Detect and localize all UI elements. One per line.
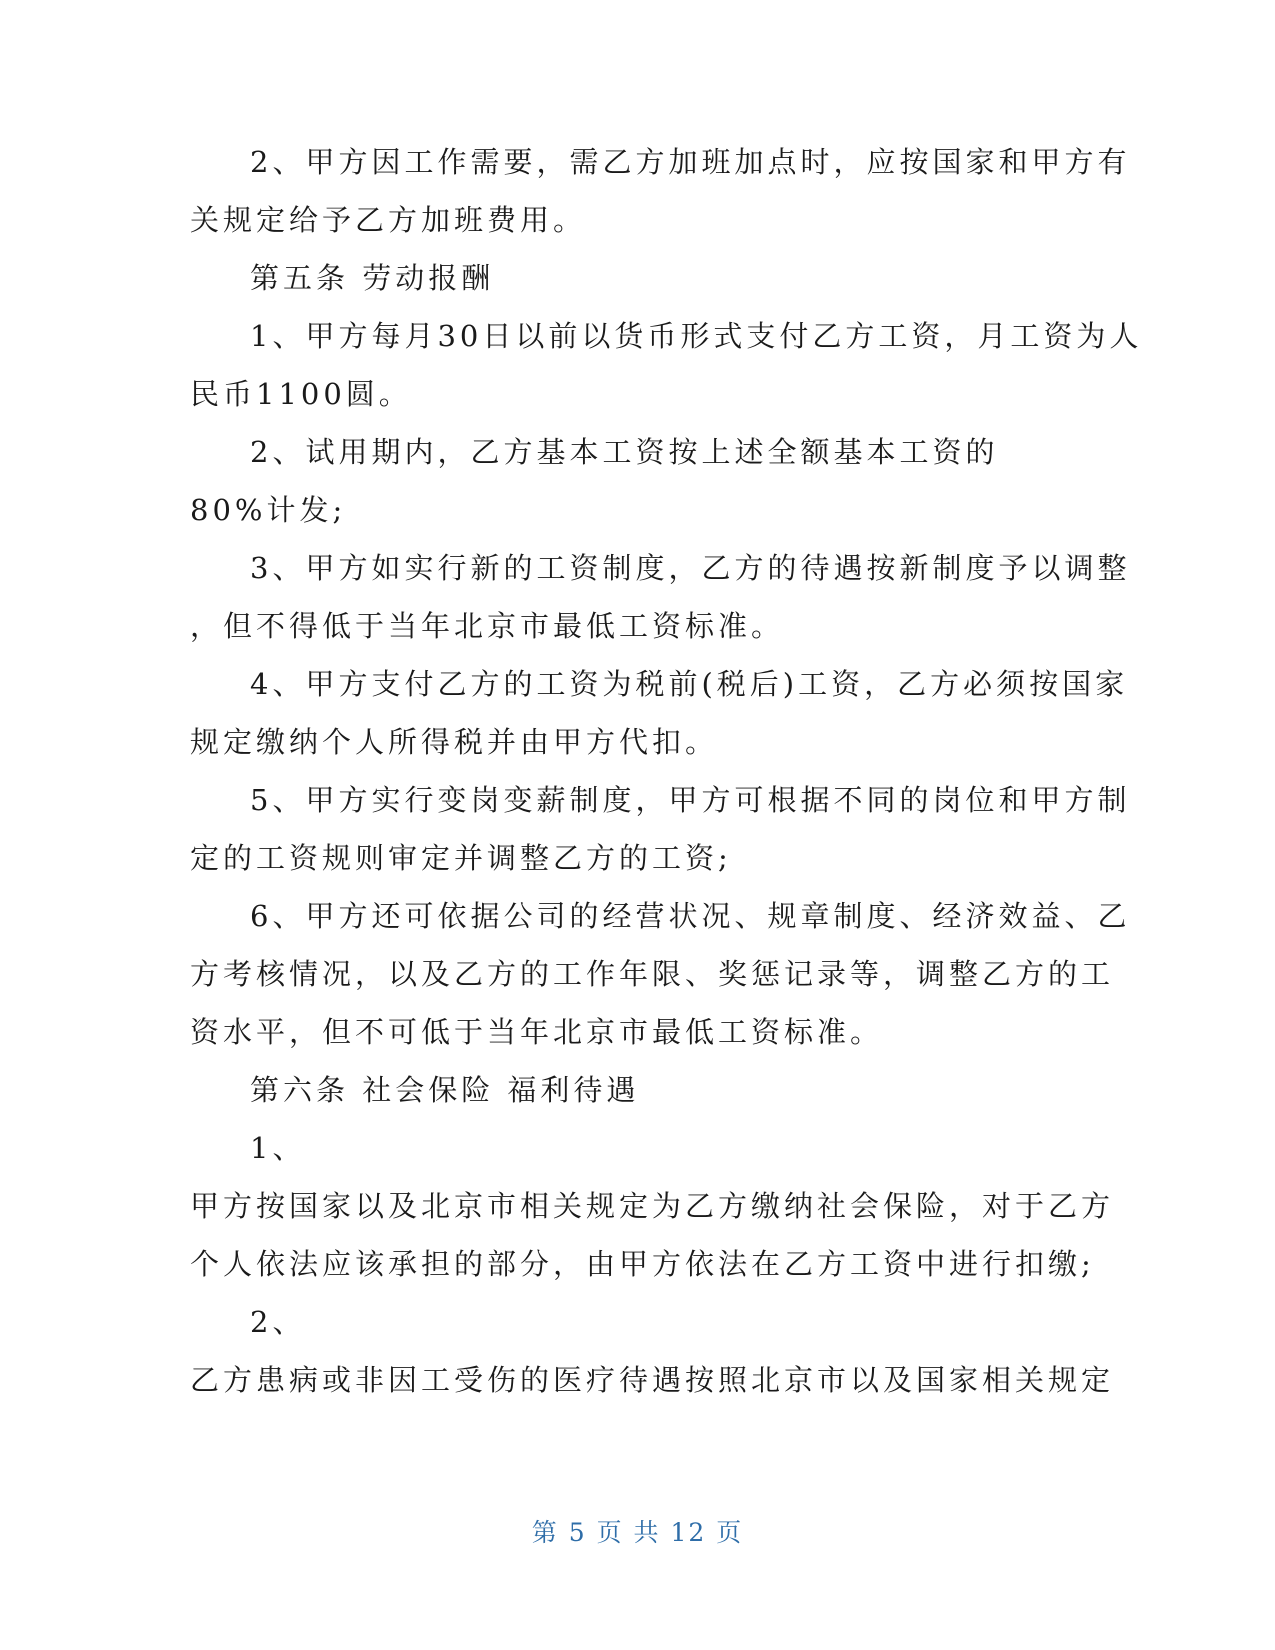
section-heading: 第六条 社会保险 福利待遇 xyxy=(250,1073,640,1107)
text-line: 甲方按国家以及北京市相关规定为乙方缴纳社会保险，对于乙方 xyxy=(190,1189,1115,1223)
text-line: 乙方患病或非因工受伤的医疗待遇按照北京市以及国家相关规定 xyxy=(190,1363,1115,1397)
text-line: 定的工资规则审定并调整乙方的工资; xyxy=(190,841,732,875)
text-line: 6、甲方还可依据公司的经营状况、规章制度、经济效益、乙 xyxy=(250,899,1131,933)
text-line: 2、试用期内，乙方基本工资按上述全额基本工资的 xyxy=(250,435,999,469)
page-number-footer: 第 5 页 共 12 页 xyxy=(531,1518,744,1547)
text-line: 个人依法应该承担的部分，由甲方依法在乙方工资中进行扣缴; xyxy=(190,1247,1095,1281)
text-line: 关规定给予乙方加班费用。 xyxy=(190,203,587,237)
text-line: 2、 xyxy=(250,1305,306,1339)
text-line: 资水平，但不可低于当年北京市最低工资标准。 xyxy=(190,1015,884,1049)
text-line: 民币1100圆。 xyxy=(190,377,412,411)
text-line: 80%计发; xyxy=(190,493,347,527)
text-line: 4、甲方支付乙方的工资为税前(税后)工资，乙方必须按国家 xyxy=(250,667,1129,701)
section-heading: 第五条 劳动报酬 xyxy=(250,261,495,295)
text-line: 3、甲方如实行新的工资制度，乙方的待遇按新制度予以调整 xyxy=(250,551,1131,585)
text-line: 方考核情况，以及乙方的工作年限、奖惩记录等，调整乙方的工 xyxy=(190,957,1115,991)
text-line: 1、甲方每月30日以前以货币形式支付乙方工资，月工资为人 xyxy=(250,319,1143,353)
text-line: ，但不得低于当年北京市最低工资标准。 xyxy=(190,609,785,643)
text-line: 5、甲方实行变岗变薪制度，甲方可根据不同的岗位和甲方制 xyxy=(250,783,1131,817)
text-line: 规定缴纳个人所得税并由甲方代扣。 xyxy=(190,725,719,759)
text-line: 2、甲方因工作需要，需乙方加班加点时，应按国家和甲方有 xyxy=(250,145,1131,179)
text-line: 1、 xyxy=(250,1131,306,1165)
